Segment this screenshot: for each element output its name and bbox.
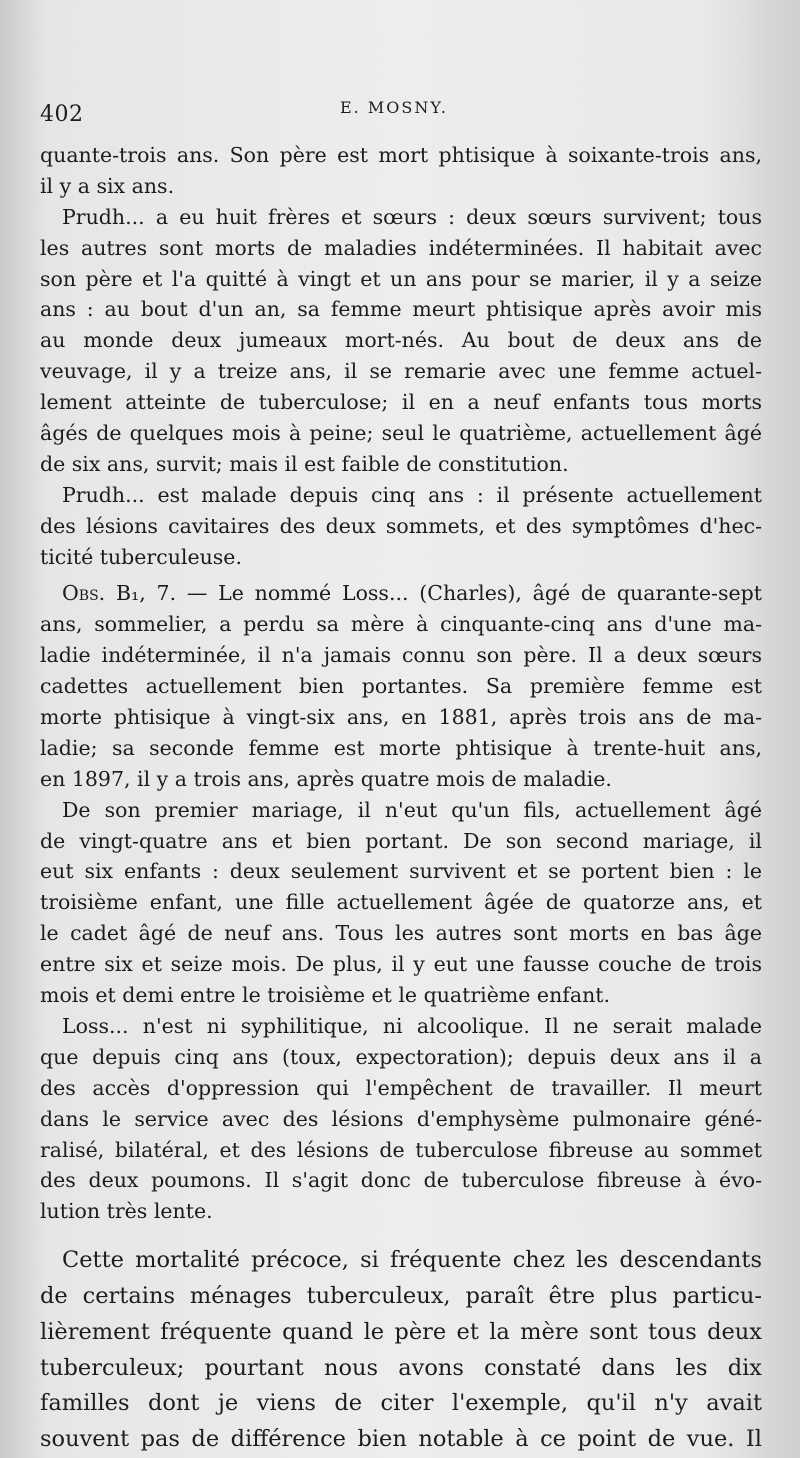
text-line: au monde deux jumeaux mort-nés. Au bout de deux ans de [40,328,762,353]
text-line: souvent pas de différence bien notable à ce point de vue. Il [40,1426,762,1453]
observation-paragraph [40,578,762,794]
text-line: quante-trois ans. Son père est mort phtisique à soixante-trois ans, [40,143,762,167]
text-line: lution très lente. [40,1199,213,1224]
text-line: Prudh... a eu huit frères et sœurs : deux sœurs survivent; tous [62,204,762,229]
text-line: tuberculeux; pourtant nous avons constaté dans les dix [40,1354,762,1381]
text-line: de certains ménages tuberculeux, paraît être plus particu- [40,1282,762,1309]
text-line: de six ans, survit; mais il est faible de constitution. [40,451,569,476]
text-line: ralisé, bilatéral, et des lésions de tuberculose fibreuse au sommet [40,1137,762,1162]
text-line: dans le service avec des lésions d'emphysème pulmonaire géné- [40,1106,762,1131]
paragraph [40,480,762,573]
paragraph [40,140,762,202]
text-line: eut six enfants : deux seulement survivent et se portent bien : le [40,859,762,884]
text-line: Cette mortalité précoce, si fréquente chez les descendants [62,1247,762,1274]
text-line: ladie indéterminée, il n'a jamais connu son père. Il a deux sœurs [40,643,762,668]
text-line: ladie; sa seconde femme est morte phtisique à trente-huit ans, [40,735,762,760]
paragraph [40,202,762,480]
text-line: lement atteinte de tuberculose; il en a neuf enfants tous morts [40,390,762,415]
text-line: familles dont je viens de citer l'exemple, qu'il n'y avait [40,1390,762,1417]
text-line: de vingt-quatre ans et bien portant. De son second mariage, il [40,828,762,853]
text-line: que depuis cinq ans (toux, expectoration); depuis deux ans il a [40,1044,762,1069]
text-line: mois et demi entre le troisième et le quatrième enfant. [40,983,611,1008]
body-text [40,140,762,1458]
text-line: des lésions cavitaires des deux sommets, et des symptômes d'hec- [40,513,762,538]
text-line: Prudh... est malade depuis cinq ans : il présente actuellement [62,482,762,507]
text-line: les autres sont morts de maladies indéterminées. Il habitait avec [40,235,762,260]
text-line: ticité tuberculeuse. [40,544,242,569]
text-line: veuvage, il y a treize ans, il se remarie avec une femme actuel- [40,359,762,384]
text-line: Loss... n'est ni syphilitique, ni alcoolique. Il ne serait malade [62,1013,762,1038]
text-line: ans, sommelier, a perdu sa mère à cinquante-cinq ans d'une ma- [40,612,762,637]
text-line: De son premier mariage, il n'eut qu'un fils, actuellement âgé [62,797,762,822]
observation-text: B₁, 7. — Le nommé Loss... (Charles), âgé de quarante-sept [105,581,762,606]
text-line [40,578,762,609]
closing-paragraph [40,1243,762,1458]
text-line: âgés de quelques mois à peine; seul le quatrième, actuellement âgé [40,421,762,446]
text-line: troisième enfant, une fille actuellement âgée de quatorze ans, et [40,890,762,915]
text-line: il y a six ans. [40,173,175,198]
text-line: cadettes actuellement bien portantes. Sa première femme est [40,674,762,699]
observation-label: Obs. [62,581,106,606]
text-line: le cadet âgé de neuf ans. Tous les autres sont morts en bas âge [40,921,762,946]
running-head: E. MOSNY. [340,98,448,117]
paragraph [40,1011,762,1227]
text-line: son père et l'a quitté à vingt et un ans pour se marier, il y a seize [40,266,762,291]
text-line: entre six et seize mois. De plus, il y eut une fausse couche de trois [40,952,762,977]
page-header [40,96,760,132]
page-number: 402 [40,102,84,127]
paragraph [40,795,762,1011]
text-line: ans : au bout d'un an, sa femme meurt phtisique après avoir mis [40,297,762,322]
text-line: lièrement fréquente quand le père et la mère sont tous deux [40,1318,762,1345]
text-line: morte phtisique à vingt-six ans, en 1881, après trois ans de ma- [40,705,762,730]
text-line: des accès d'oppression qui l'empêchent de travailler. Il meurt [40,1075,762,1100]
text-line: en 1897, il y a trois ans, après quatre mois de maladie. [40,766,612,791]
text-line: des deux poumons. Il s'agit donc de tuberculose fibreuse à évo- [40,1168,762,1193]
